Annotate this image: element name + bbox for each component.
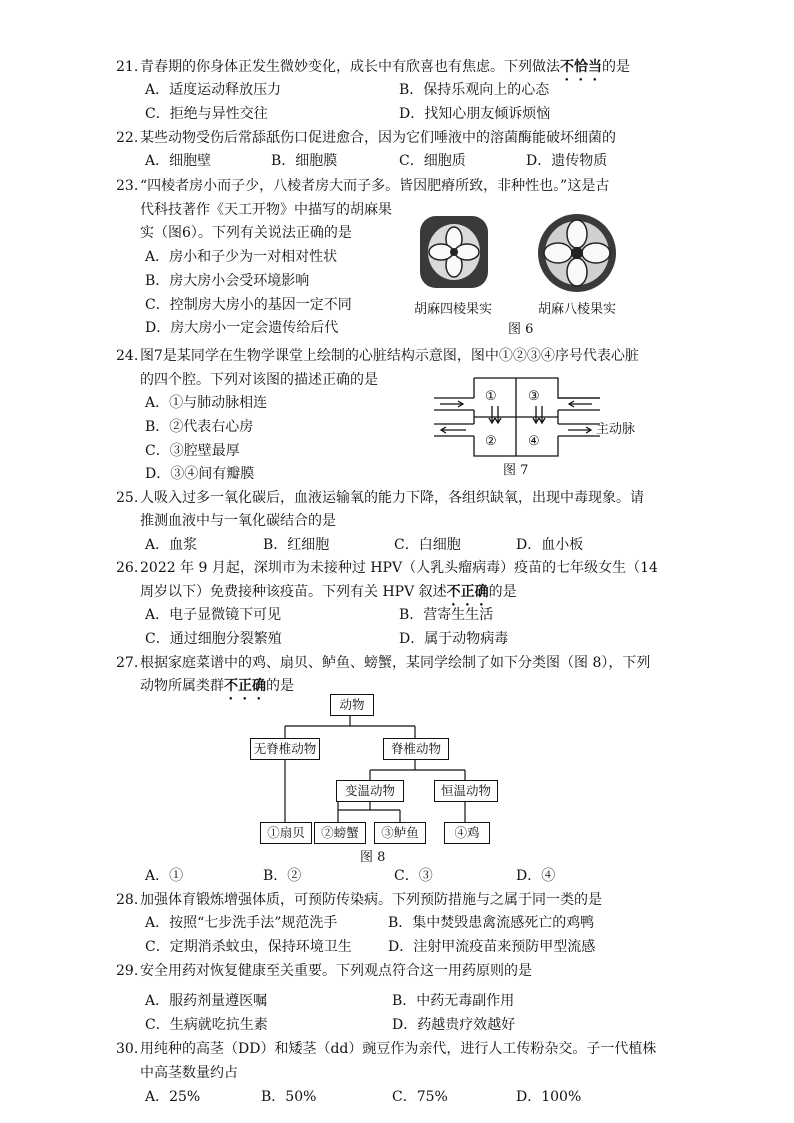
emphasis-word: 不恰当 — [560, 59, 602, 75]
tree-node-vertebrates: 脊椎动物 — [383, 738, 449, 760]
option-b[interactable]: B．营寄生生活 — [399, 607, 494, 623]
question-number: 30. — [116, 1041, 139, 1057]
option-c[interactable]: C．白细胞 — [394, 537, 461, 553]
sesame-four-ridge-fruit-image — [418, 214, 490, 290]
option-a[interactable]: A．25% — [145, 1089, 201, 1105]
question-number: 23. — [116, 178, 139, 194]
option-b[interactable]: B．房大房小会受环境影响 — [145, 273, 310, 289]
chamber-2-label: ② — [485, 434, 497, 449]
question-stem-line2: 的四个腔。下列对该图的描述正确的是 — [140, 372, 378, 388]
figure-caption: 图 7 — [503, 463, 529, 478]
question-number: 27. — [116, 655, 139, 671]
question-number: 22. — [116, 130, 139, 146]
option-c[interactable]: C．控制房大房小的基因一定不同 — [145, 297, 352, 313]
option-a[interactable]: A．房小和子少为一对相对性状 — [145, 249, 338, 265]
question-stem-line2: 中高茎数量约占 — [140, 1065, 238, 1081]
question-number: 29. — [116, 963, 139, 979]
option-d[interactable]: D．找知心朋友倾诉烦恼 — [399, 106, 551, 122]
chamber-1-label: ① — [485, 389, 497, 404]
option-b[interactable]: B．②代表右心房 — [145, 419, 254, 435]
tree-node-animals: 动物 — [330, 694, 374, 716]
figure-caption: 图 8 — [360, 850, 386, 865]
question-number: 25. — [116, 490, 139, 506]
option-d[interactable]: D．注射甲流疫苗来预防甲型流感 — [388, 939, 596, 955]
aorta-label: 主动脉 — [596, 422, 636, 437]
sesame-eight-ridge-fruit-image — [536, 212, 618, 294]
tree-leaf-crab: ②螃蟹 — [314, 822, 366, 844]
option-b[interactable]: B．50% — [261, 1089, 317, 1105]
option-d[interactable]: D．④ — [516, 868, 556, 884]
question-number: 26. — [116, 560, 139, 576]
option-d[interactable]: D．属于动物病毒 — [399, 631, 509, 647]
option-a[interactable]: A．按照“七步洗手法”规范洗手 — [145, 915, 338, 931]
question-stem: 加强体育锻炼增强体质，可预防传染病。下列预防措施与之属于同一类的是 — [140, 892, 602, 908]
question-stem-tail: 的是 — [488, 584, 517, 600]
question-stem-line1: 用纯种的高茎（DD）和矮茎（dd）豌豆作为亲代，进行人工传粉杂交。子一代植株 — [140, 1041, 657, 1057]
question-stem-line1: 人吸入过多一氧化碳后，血液运输氧的能力下降，各组织缺氧，出现中毒现象。请 — [140, 490, 644, 506]
option-c[interactable]: C．生病就吃抗生素 — [145, 1017, 268, 1033]
question-stem-tail: 的是 — [602, 59, 630, 75]
question-stem: 某些动物受伤后常舔舐伤口促进愈合，因为它们唾液中的溶菌酶能破坏细菌的 — [140, 130, 616, 146]
question-stem: 青春期的你身体正发生微妙变化，成长中有欣喜也有焦虑。下列做法 — [140, 59, 560, 75]
option-a[interactable]: A．细胞壁 — [145, 153, 212, 169]
chamber-4-label: ④ — [528, 434, 540, 449]
tree-node-warm-blooded: 恒温动物 — [434, 780, 498, 802]
option-d[interactable]: D．100% — [516, 1089, 582, 1105]
option-a[interactable]: A．电子显微镜下可见 — [145, 607, 282, 623]
option-d[interactable]: D．药越贵疗效越好 — [392, 1017, 516, 1033]
emphasis-word: 不正确 — [224, 678, 266, 694]
tree-leaf-chicken: ④鸡 — [444, 822, 490, 844]
option-a[interactable]: A．适度运动释放压力 — [145, 82, 282, 98]
question-stem-line1: “四棱者房小而子少，八棱者房大而子多。皆因肥瘠所致，非种性也。”这是古 — [140, 178, 610, 194]
option-c[interactable]: C．③ — [394, 868, 433, 884]
option-c[interactable]: C．定期消杀蚊虫，保持环境卫生 — [145, 939, 352, 955]
option-a[interactable]: A．服药剂量遵医嘱 — [145, 993, 268, 1009]
option-b[interactable]: B．保持乐观向上的心态 — [399, 82, 550, 98]
question-number: 21. — [116, 59, 139, 75]
option-c[interactable]: C．拒绝与异性交往 — [145, 106, 268, 122]
tree-node-cold-blooded: 变温动物 — [336, 780, 404, 802]
figure-caption: 图 6 — [508, 322, 534, 337]
figure-label-left: 胡麻四棱果实 — [414, 302, 493, 317]
question-number: 24. — [116, 348, 139, 364]
question-stem-line1: 图7是某同学在生物学课堂上绘制的心脏结构示意图，图中①②③④序号代表心脏 — [140, 348, 639, 364]
option-c[interactable]: C．通过细胞分裂繁殖 — [145, 631, 282, 647]
chamber-3-label: ③ — [528, 389, 540, 404]
option-c[interactable]: C．③腔壁最厚 — [145, 443, 240, 459]
option-a[interactable]: A．血浆 — [145, 537, 198, 553]
question-stem-tail: 的是 — [266, 678, 294, 694]
option-a[interactable]: A．① — [145, 868, 184, 884]
tree-leaf-perch: ③鲈鱼 — [374, 822, 426, 844]
question-stem-line1: 2022 年 9 月起，深圳市为未接种过 HPV（人乳头瘤病毒）疫苗的七年级女生（14 — [140, 560, 658, 576]
question-stem-line3: 实（图6）。下列有关说法正确的是 — [140, 225, 352, 241]
heart-structure-diagram — [432, 376, 600, 458]
option-b[interactable]: B．细胞膜 — [271, 153, 338, 169]
option-d[interactable]: D．房大房小一定会遗传给后代 — [145, 320, 339, 336]
question-stem-line2: 推测血液中与一氧化碳结合的是 — [140, 513, 336, 529]
question-stem-line2: 代科技著作《天工开物》中描写的胡麻果 — [140, 202, 392, 218]
option-d[interactable]: D．血小板 — [516, 537, 584, 553]
tree-leaf-scallop: ①扇贝 — [260, 822, 312, 844]
option-b[interactable]: B．中药无毒副作用 — [392, 993, 515, 1009]
option-b[interactable]: B．集中焚毁患禽流感死亡的鸡鸭 — [388, 915, 595, 931]
question-stem-line1: 根据家庭菜谱中的鸡、扇贝、鲈鱼、螃蟹，某同学绘制了如下分类图（图 8），下列 — [140, 655, 651, 671]
option-d[interactable]: D．遗传物质 — [526, 153, 608, 169]
emphasis-word: 不正确 — [446, 584, 489, 600]
option-a[interactable]: A．①与肺动脉相连 — [145, 395, 268, 411]
option-d[interactable]: D．③④间有瓣膜 — [145, 466, 255, 482]
question-stem-line2: 周岁以下）免费接种该疫苗。下列有关 HPV 叙述 — [140, 584, 447, 600]
question-number: 28. — [116, 892, 139, 908]
option-b[interactable]: B．红细胞 — [263, 537, 330, 553]
figure-label-right: 胡麻八棱果实 — [538, 302, 617, 317]
option-c[interactable]: C．75% — [392, 1089, 448, 1105]
tree-node-invertebrates: 无脊椎动物 — [250, 738, 320, 760]
question-stem-line2: 动物所属类群 — [140, 678, 224, 694]
question-stem: 安全用药对恢复健康至关重要。下列观点符合这一用药原则的是 — [140, 963, 532, 979]
option-c[interactable]: C．细胞质 — [399, 153, 466, 169]
option-b[interactable]: B．② — [263, 868, 302, 884]
